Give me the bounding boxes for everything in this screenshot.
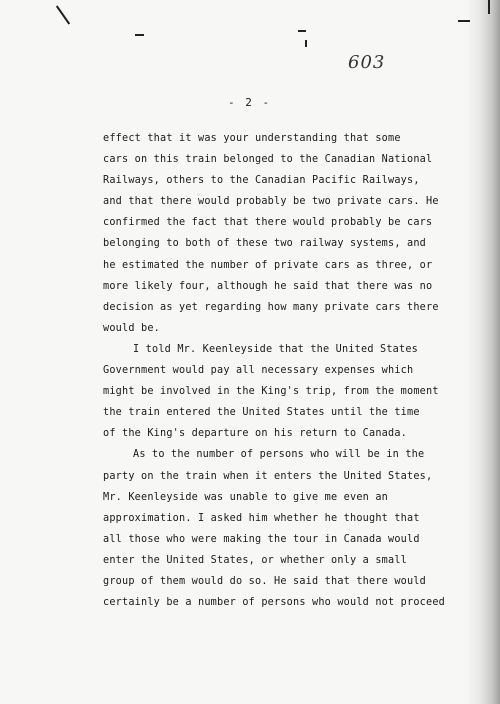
text-line: might be involved in the King's trip, from the moment xyxy=(103,386,439,398)
text-line: more likely four, although he said that there was no xyxy=(103,280,433,292)
text-line: cars on this train belonged to the Canadian National xyxy=(103,154,433,166)
text-line: the train entered the United States until the time xyxy=(103,407,420,419)
text-line: would be. xyxy=(103,322,161,334)
text-line: As to the number of persons who will be in the xyxy=(133,449,425,461)
text-line: confirmed the fact that there would probably be cars xyxy=(103,217,433,229)
text-line: certainly be a number of persons who would not proceed xyxy=(103,597,446,609)
text-line: group of them would do so. He said that there would xyxy=(103,575,427,587)
scan-artifact-mark xyxy=(488,0,490,14)
scan-artifact-mark xyxy=(305,40,307,47)
text-line: all those who were making the tour in Canada would xyxy=(103,533,420,545)
text-line: I told Mr. Keenleyside that the United States xyxy=(133,343,419,355)
text-line: of the King's departure on his return to Canada. xyxy=(103,428,408,440)
text-line: belonging to both of these two railway systems, and xyxy=(103,238,427,250)
scan-artifact-mark xyxy=(298,30,306,32)
text-line: and that there would probably be two private cars. He xyxy=(103,196,439,208)
scan-shadow-edge xyxy=(466,0,500,704)
text-line: enter the United States, or whether only a small xyxy=(103,554,408,566)
text-line: decision as yet regarding how many private cars there xyxy=(103,301,439,313)
text-line: he estimated the number of private cars as three, or xyxy=(103,259,433,271)
page-number: - 2 - xyxy=(228,96,272,109)
scan-artifact-mark xyxy=(56,5,70,24)
scan-artifact-mark xyxy=(135,34,144,36)
document-body xyxy=(103,128,463,613)
text-line: Railways, others to the Canadian Pacific Railways, xyxy=(103,175,420,187)
text-line: Mr. Keenleyside was unable to give me even an xyxy=(103,491,389,503)
text-line: Government would pay all necessary expenses which xyxy=(103,365,414,377)
scan-artifact-mark xyxy=(458,20,470,22)
text-line: effect that it was your understanding that some xyxy=(103,133,401,144)
handwritten-page-note: 603 xyxy=(348,52,386,73)
text-line: approximation. I asked him whether he thought that xyxy=(103,512,420,524)
text-line: party on the train when it enters the United States, xyxy=(103,470,433,482)
